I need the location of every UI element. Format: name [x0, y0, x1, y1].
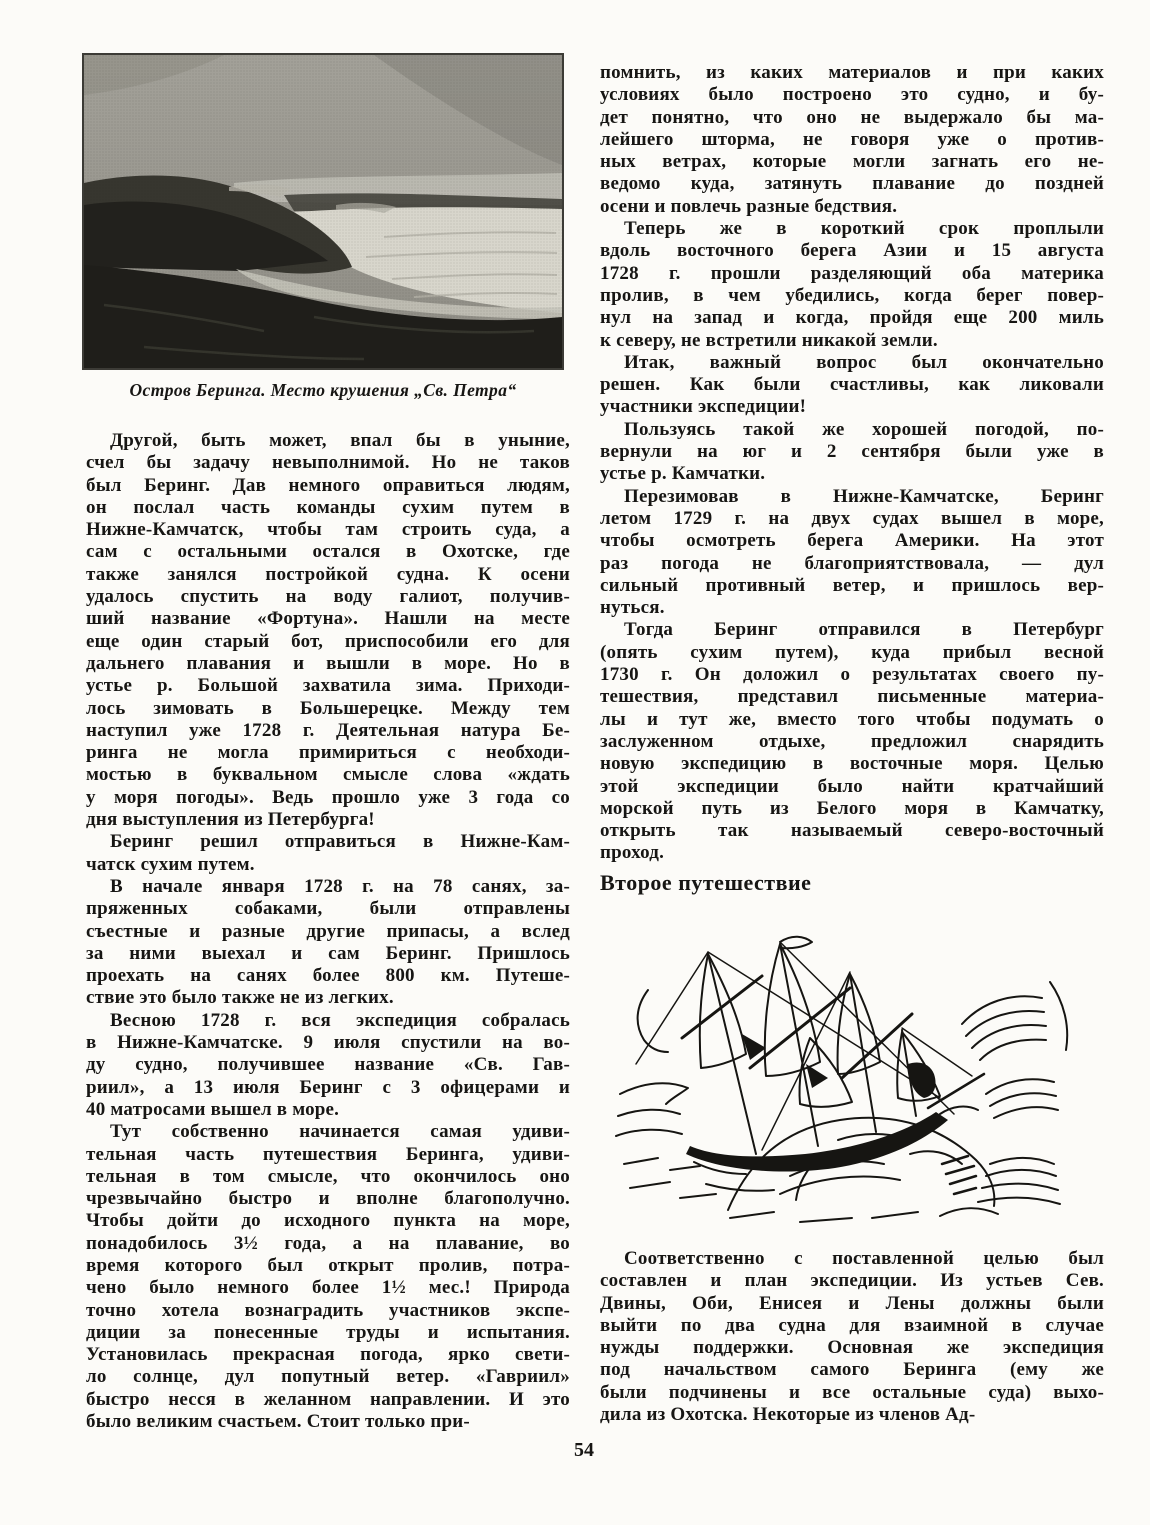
- text-line: Весною 1728 г. вся экспедиция собралась: [110, 1009, 570, 1031]
- text-line: в Нижне-Камчатске. 9 июля спустили на во-: [86, 1032, 570, 1054]
- text-line: ствие это было также не из легких.: [86, 987, 394, 1009]
- paragraph: [600, 619, 1104, 864]
- text-line: к северу, не встретили никакой земли.: [600, 329, 938, 351]
- ship-in-storm-illustration: [610, 916, 1082, 1232]
- text-line: дила из Охотска. Некоторые из членов Ад-: [600, 1404, 976, 1426]
- text-line: помнить, из каких материалов и при каких: [600, 62, 1104, 83]
- right-text-column-bottom: [600, 1248, 1104, 1426]
- text-line: ший название «Фортуна». Нашли на месте: [86, 608, 570, 630]
- right-text-column-top: [600, 62, 1104, 865]
- paragraph: [600, 486, 1104, 620]
- paragraph: [600, 419, 1104, 486]
- paragraph: [86, 1121, 570, 1433]
- text-line: понадобилось 3½ года, а на плавание, во: [86, 1232, 570, 1254]
- page-number: 54: [574, 1439, 594, 1461]
- text-line: ных ветрах, которые могли загнать его не-: [600, 151, 1104, 173]
- text-line: пролив, в чем убедились, когда берег повер-: [600, 284, 1104, 306]
- text-line: раз погода не благоприятствовала, — дул: [600, 552, 1104, 574]
- text-line: открыть так называемый северо-восточный: [600, 820, 1104, 842]
- text-line: точно хотела вознаградить участников экспе-: [86, 1299, 570, 1321]
- text-line: осени и повлечь разные бедствия.: [600, 195, 898, 217]
- photo-figure: [84, 55, 562, 401]
- text-line: составлен и план экспедиции. Из устьев Сев.: [600, 1270, 1104, 1292]
- paragraph: [600, 352, 1104, 419]
- paragraph: [86, 1010, 570, 1121]
- text-line: сильный противный ветер, и пришлось вер-: [600, 574, 1104, 596]
- text-line: Тут собственно начинается самая удиви-: [110, 1121, 570, 1143]
- bering-island-photo: [84, 55, 562, 368]
- text-line: условиях было построено это судно, и бу-: [600, 84, 1104, 106]
- text-line: риил», а 13 июля Беринг с 3 офицерами и: [86, 1076, 570, 1098]
- text-line: Двины, Оби, Енисея и Лены должны были: [600, 1292, 1104, 1314]
- text-line: быстро несся в желанном направлении. И это: [86, 1388, 570, 1410]
- text-line: нул на запад и когда, пройдя еще 200 миль: [600, 307, 1104, 329]
- text-line: лейшего шторма, не говоря уже о против-: [600, 128, 1104, 150]
- text-line: пряженных собаками, были отправлены: [86, 898, 570, 920]
- text-line: под начальством самого Беринга (ему же: [600, 1359, 1104, 1381]
- text-line: дальнего плавания и вышли в море. Но в: [86, 652, 570, 674]
- text-line: он послал часть команды сухим путем в: [86, 496, 570, 518]
- text-line: нуться.: [600, 597, 665, 619]
- text-line: летом 1729 г. на двух судах вышел в море,: [600, 507, 1104, 529]
- text-line: ду судно, получившее название «Св. Гав-: [86, 1054, 570, 1076]
- text-line: Чтобы дойти до исходного пункта на море,: [86, 1210, 570, 1232]
- ship-sketch-image: [610, 916, 1082, 1232]
- left-text-column: [86, 430, 570, 1433]
- paragraph: [600, 218, 1104, 352]
- coastline-halftone-image: [84, 55, 562, 368]
- text-line: участники экспедиции!: [600, 396, 807, 418]
- text-line: за ними выехал и сам Беринг. Пришлось: [86, 942, 570, 964]
- text-line: проехать на санях более 800 км. Путеше-: [86, 965, 570, 987]
- text-line: чрезвычайно быстро и вполне благополучно.: [86, 1188, 570, 1210]
- paragraph: [86, 430, 570, 831]
- text-line: вернули на юг и 2 сентября были уже в: [600, 441, 1104, 463]
- text-line: был Беринг. Дав немного оправиться людям,: [86, 474, 570, 496]
- text-line: Беринг решил отправиться в Нижне-Кам-: [110, 831, 570, 853]
- text-line: Итак, важный вопрос был окончательно: [624, 351, 1104, 373]
- text-line: лось зимовать в Большерецке. Между тем: [86, 697, 570, 719]
- text-line: Перезимовав в Нижне-Камчатске, Беринг: [624, 485, 1104, 507]
- text-line: 1730 г. Он доложил о результатах своего пу-: [600, 664, 1104, 686]
- section-heading: Второе путешествие: [600, 870, 812, 895]
- text-line: устье р. Большой захватила зима. Приходи-: [86, 675, 570, 697]
- text-line: лы и тут же, вместо того чтобы подумать о: [600, 708, 1104, 730]
- text-line: были подчинены и все остальные суда) выхо-: [600, 1381, 1104, 1403]
- text-line: устье р. Камчатки.: [600, 463, 766, 485]
- paragraph: [86, 831, 570, 876]
- text-line: дня выступления из Петербурга!: [86, 809, 375, 831]
- text-line: решен. Как были счастливы, как ликовали: [600, 374, 1104, 396]
- text-line: Нижне-Камчатск, чтобы там строить суда, а: [86, 519, 570, 541]
- text-line: Теперь же в короткий срок проплыли: [624, 218, 1104, 240]
- text-line: Тогда Беринг отправился в Петербург: [624, 619, 1104, 641]
- text-line: Другой, быть может, впал бы в уныние,: [110, 430, 570, 451]
- text-line: мостью в буквальном смысле слова «ждать: [86, 764, 570, 786]
- text-line: нужды поддержки. Основная же экспедиция: [600, 1337, 1104, 1359]
- paragraph: [600, 62, 1104, 218]
- text-line: наступил уже 1728 г. Деятельная натура Бе-: [86, 719, 570, 741]
- text-line: сам с остальными остался в Охотске, где: [86, 541, 570, 563]
- text-line: съестные и разные другие припасы, а вслед: [86, 920, 570, 942]
- text-line: этой экспедиции было найти кратчайший: [600, 775, 1104, 797]
- paragraph: [86, 876, 570, 1010]
- text-line: также занялся постройкой судна. К осени: [86, 563, 570, 585]
- text-line: ведомо куда, затянуть плавание до поздней: [600, 173, 1104, 195]
- text-line: ринга не могла примириться с необходи-: [86, 742, 570, 764]
- text-line: вдоль восточного берега Азии и 15 августа: [600, 240, 1104, 262]
- text-line: 40 матросами вышел в море.: [86, 1098, 340, 1120]
- text-line: диции за понесенные труды и испытания.: [86, 1321, 570, 1343]
- text-line: у моря погоды». Ведь прошло уже 3 года со: [86, 786, 570, 808]
- text-line: тешествия, представил письменные материа-: [600, 686, 1104, 708]
- text-line: выйти по два судна для взаимной в случае: [600, 1314, 1104, 1336]
- text-line: было великим счастьем. Стоит только при-: [86, 1411, 470, 1433]
- text-line: проход.: [600, 842, 665, 864]
- text-line: Соответственно с поставленной целью был: [624, 1248, 1104, 1269]
- text-line: (опять сухим путем), куда прибыл весной: [600, 641, 1104, 663]
- text-line: заслуженном отдыхе, предложил снарядить: [600, 730, 1104, 752]
- text-line: 1728 г. прошли разделяющий оба материка: [600, 262, 1104, 284]
- text-line: чатск сухим путем.: [86, 853, 255, 875]
- text-line: чтобы осмотреть берега Америки. На этот: [600, 530, 1104, 552]
- photo-caption: Остров Беринга. Место крушения „Св. Петра“: [129, 380, 517, 400]
- text-line: чено было немного более 1½ мес.! Природа: [86, 1277, 570, 1299]
- text-line: еще один старый бот, приспособили его для: [86, 630, 570, 652]
- text-line: тельная в том смысле, что окончилось оно: [86, 1165, 570, 1187]
- text-line: В начале января 1728 г. на 78 санях, за-: [110, 875, 570, 897]
- text-line: удалось спустить на воду галиот, получив-: [86, 586, 570, 608]
- text-line: время которого был открыт пролив, потра-: [86, 1254, 570, 1276]
- text-line: новую экспедицию в восточные моря. Целью: [600, 753, 1104, 775]
- text-line: счел бы задачу невыполнимой. Но не таков: [86, 452, 570, 474]
- text-line: ло солнце, дул попутный ветер. «Гавриил»: [86, 1366, 570, 1388]
- paragraph: [600, 1248, 1104, 1426]
- text-line: дет понятно, что оно не выдержало бы ма-: [600, 106, 1104, 128]
- text-line: Пользуясь такой же хорошей погодой, по-: [624, 418, 1104, 440]
- text-line: Установилась прекрасная погода, ярко свети-: [86, 1344, 570, 1366]
- text-line: тельная часть путешествия Беринга, удиви-: [86, 1143, 570, 1165]
- text-line: морской путь из Белого моря в Камчатку,: [600, 797, 1104, 819]
